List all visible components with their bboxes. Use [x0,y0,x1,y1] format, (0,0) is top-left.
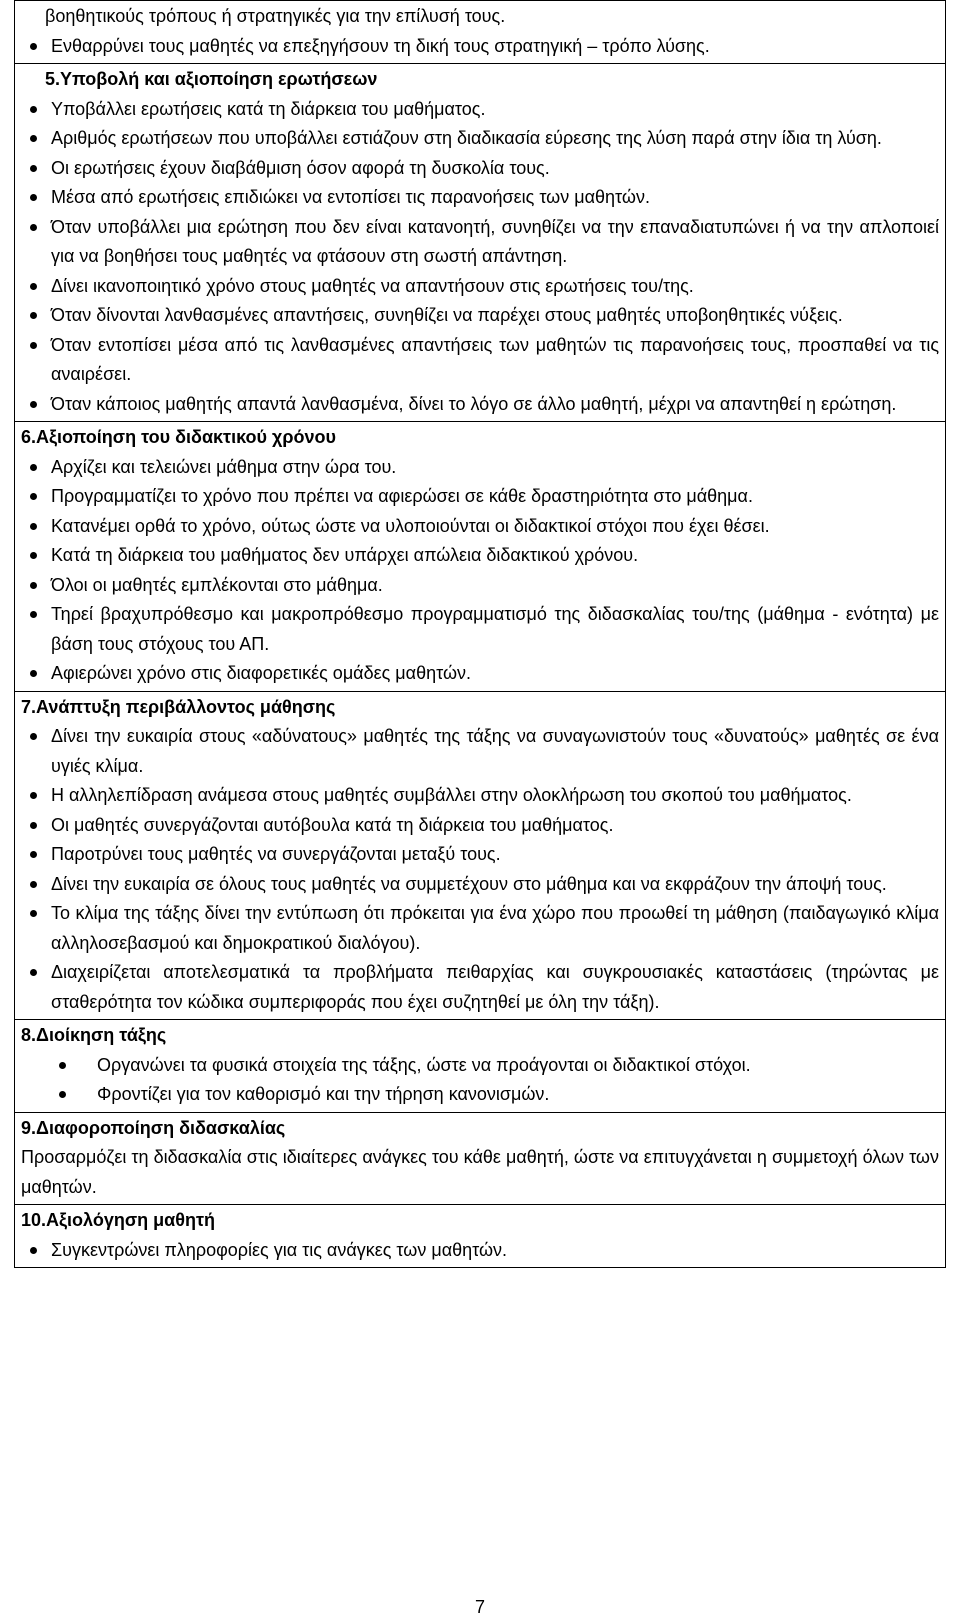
list-item: Μέσα από ερωτήσεις επιδιώκει να εντοπίσει τις παρανοήσεις των μαθητών. [21,183,939,213]
section-cell [15,64,946,422]
section-cell [15,422,946,692]
bullet-icon [30,523,37,530]
bullet-icon [30,552,37,559]
bullet-list [21,95,939,420]
bullet-icon [30,283,37,290]
bullet-icon [59,1062,66,1069]
list-item: Όταν δίνονται λανθασμένες απαντήσεις, συνηθίζει να παρέχει στους μαθητές υποβοηθητικές νύξεις. [21,301,939,331]
table-row [15,64,946,422]
bullet-icon [30,135,37,142]
list-item: Δίνει την ευκαιρία σε όλους τους μαθητές να συμμετέχουν στο μάθημα και να εκφράζουν την άποψή τους. [21,870,939,900]
bullet-icon [30,493,37,500]
list-item: Όταν κάποιος μαθητής απαντά λανθασμένα, δίνει το λόγο σε άλλο μαθητή, μέχρι να απαντηθεί η ερώτηση. [21,390,939,420]
list-item: Υποβάλλει ερωτήσεις κατά τη διάρκεια του μαθήματος. [21,95,939,125]
list-item: Δίνει ικανοποιητικό χρόνο στους μαθητές να απαντήσουν στις ερωτήσεις του/της. [21,272,939,302]
section-heading: 7.Ανάπτυξη περιβάλλοντος μάθησης [21,696,336,717]
section-heading: 9.Διαφοροποίηση διδασκαλίας [21,1117,286,1138]
list-item: Όταν υποβάλλει μια ερώτηση που δεν είναι κατανοητή, συνηθίζει να την επαναδιατυπώνει ή να την απλοποιεί για να βοηθήσει τους μαθητές να φτάσουν στη σωστή απάντηση. [21,213,939,272]
list-item: Προγραμματίζει το χρόνο που πρέπει να αφιερώσει σε κάθε δραστηριότητα στο μάθημα. [21,482,939,512]
table-row [15,422,946,692]
bullet-list [21,32,939,62]
list-item: Παροτρύνει τους μαθητές να συνεργάζονται μεταξύ τους. [21,840,939,870]
bullet-icon [30,969,37,976]
section-paragraph: Προσαρμόζει τη διδασκαλία στις ιδιαίτερες ανάγκες του κάθε μαθητή, ώστε να επιτυγχάνεται η συμμετοχή όλων των μαθητών. [21,1147,939,1197]
bullet-icon [30,822,37,829]
bullet-icon [30,194,37,201]
list-item: Όταν εντοπίσει μέσα από τις λανθασμένες απαντήσεις των μαθητών τις παρανοήσεις τους, προσπαθεί να τις αναιρέσει. [21,331,939,390]
bullet-icon [30,792,37,799]
bullet-list [21,453,939,689]
list-item: Οργανώνει τα φυσικά στοιχεία της τάξης, ώστε να προάγονται οι διδακτικοί στόχοι. [21,1051,939,1081]
bullet-icon [30,43,37,50]
list-item: Οι ερωτήσεις έχουν διαβάθμιση όσον αφορά τη δυσκολία τους. [21,154,939,184]
section-heading: 6.Αξιοποίηση του διδακτικού χρόνου [21,427,336,447]
list-item: Φροντίζει για τον καθορισμό και την τήρηση κανονισμών. [21,1080,939,1110]
section-cell [15,1205,946,1268]
bullet-icon [30,611,37,618]
bullet-list [21,1051,939,1110]
bullet-icon [30,342,37,349]
bullet-icon [30,851,37,858]
bullet-icon [30,165,37,172]
bullet-icon [30,464,37,471]
list-item: Συγκεντρώνει πληροφορίες για τις ανάγκες των μαθητών. [21,1236,939,1266]
list-item: Αρχίζει και τελειώνει μάθημα στην ώρα του. [21,453,939,483]
list-item: Ενθαρρύνει τους μαθητές να επεξηγήσουν τη δική τους στρατηγική – τρόπο λύσης. [21,32,939,62]
list-item: Το κλίμα της τάξης δίνει την εντύπωση ότι πρόκειται για ένα χώρο που προωθεί τη μάθηση (παιδαγωγικό κλίμα αλληλοσεβασμού και δημοκρατικού διαλόγου). [21,899,939,958]
criteria-table [14,0,946,1268]
page-number: 7 [474,1597,485,1617]
table-row [15,1112,946,1205]
list-item: Οι μαθητές συνεργάζονται αυτόβουλα κατά τη διάρκεια του μαθήματος. [21,811,939,841]
bullet-icon [30,670,37,677]
section-cell [15,1112,946,1205]
section-cell [15,691,946,1020]
continuation-cell [15,1,946,64]
bullet-icon [30,224,37,231]
bullet-icon [59,1091,66,1098]
list-item: Η αλληλεπίδραση ανάμεσα στους μαθητές συμβάλλει στην ολοκλήρωση του σκοπού του μαθήματος. [21,781,939,811]
bullet-icon [30,733,37,740]
bullet-icon [30,881,37,888]
table-row [15,1,946,64]
bullet-list [21,722,939,1017]
list-item: Τηρεί βραχυπρόθεσμο και μακροπρόθεσμο προγραμματισμό της διδασκαλίας του/της (μάθημα - ενότητα) με βάση τους στόχους του ΑΠ. [21,600,939,659]
list-item: Όλοι οι μαθητές εμπλέκονται στο μάθημα. [21,571,939,601]
list-item: Κατά τη διάρκεια του μαθήματος δεν υπάρχει απώλεια διδακτικού χρόνου. [21,541,939,571]
bullet-icon [30,312,37,319]
section-heading: 10.Αξιολόγηση μαθητή [21,1210,215,1230]
table-row [15,1020,946,1113]
list-item: Κατανέμει ορθά το χρόνο, ούτως ώστε να υλοποιούνται οι διδακτικοί στόχοι που έχει θέσει. [21,512,939,542]
section-cell [15,1020,946,1113]
table-row [15,1205,946,1268]
section-heading: 8.Διοίκηση τάξης [21,1025,167,1045]
list-item: Δίνει την ευκαιρία στους «αδύνατους» μαθητές της τάξης να συναγωνιστούν τους «δυνατούς» μαθητές σε ένα υγιές κλίμα. [21,722,939,781]
continuation-text: βοηθητικούς τρόπους ή στρατηγικές για την επίλυσή τους. [45,6,506,26]
list-item: Διαχειρίζεται αποτελεσματικά τα προβλήματα πειθαρχίας και συγκρουσιακές καταστάσεις (τηρώντας με σταθερότητα τον κώδικα συμπεριφοράς που έχει συζητηθεί με όλη την τάξη). [21,958,939,1017]
bullet-icon [30,401,37,408]
table-row [15,691,946,1020]
bullet-icon [30,106,37,113]
section-heading: 5.Υποβολή και αξιοποίηση ερωτήσεων [45,69,378,89]
list-item: Αφιερώνει χρόνο στις διαφορετικές ομάδες μαθητών. [21,659,939,689]
list-item: Αριθμός ερωτήσεων που υποβάλλει εστιάζουν στη διαδικασία εύρεσης της λύση παρά στην ίδια τη λύση. [21,124,939,154]
bullet-icon [30,910,37,917]
bullet-icon [30,1247,37,1254]
bullet-list [21,1236,939,1266]
bullet-icon [30,582,37,589]
